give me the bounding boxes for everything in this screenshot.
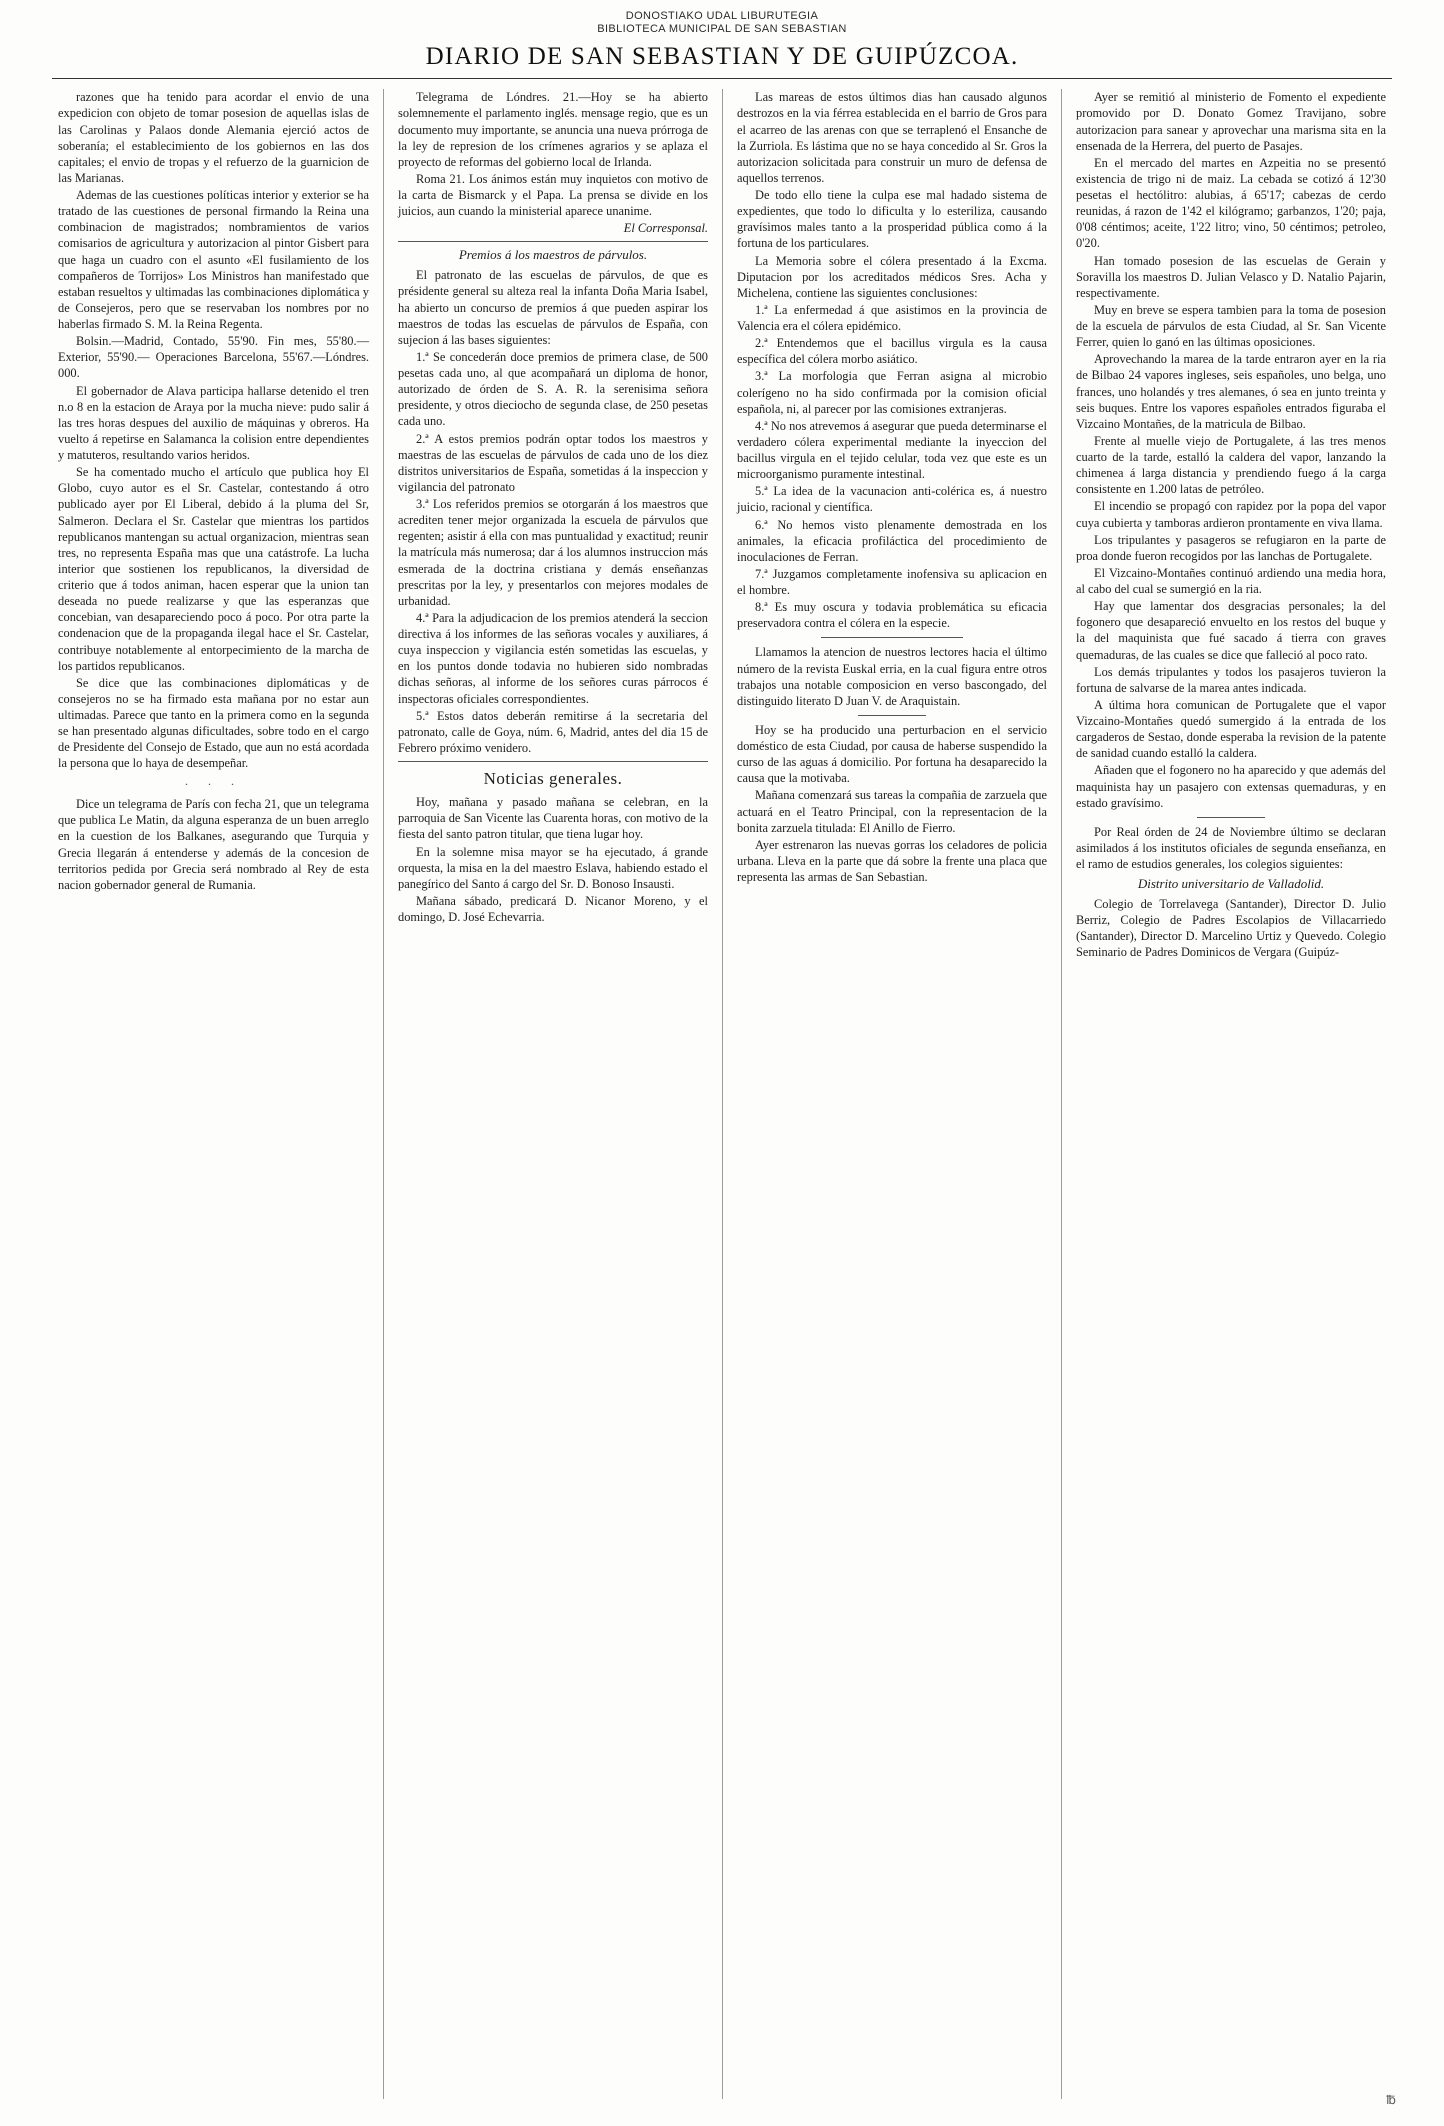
article-paragraph: En la solemne misa mayor se ha ejecutado, á grande orquesta, la misa en la del maestro Eslava, habiendo estado el panegírico del Santo á cargo del Sr. D. Bonoso Insausti. [398,844,708,891]
article-paragraph: 3.ª La morfologia que Ferran asigna al microbio colerígeno no ha sido confirmada por la comision oficial española, ni, al parecer por las comisiones extranjeras. [737,369,1047,416]
library-stamp-line-2: BIBLIOTECA MUNICIPAL DE SAN SEBASTIAN [597,22,847,35]
ornament-dots: · · · [184,776,243,791]
article-paragraph: Han tomado posesion de las escuelas de Gerain y Soravilla los maestros D. Julian Velasco y D. Natalio Pajarin, respectivamente. [1076,253,1386,300]
section-heading: Distrito universitario de Valladolid. [1137,876,1325,892]
section-divider-tiny [1197,817,1265,818]
article-paragraph: Los tripulantes y pasageros se refugiaron en la parte de proa donde fueron recogidos por las lanchas de Portugalete. [1076,532,1386,563]
article-paragraph: Añaden que el fogonero no ha aparecido y que además del maquinista hay un pasajero con extensas quemaduras, y en estado gravísimo. [1076,763,1386,810]
article-paragraph: Frente al muelle viejo de Portugalete, á las tres menos cuarto de la tarde, estalló la caldera del vapor, lanzando la chimenea á larga distancia y prendiendo fuego á la carga consistente en 1.200 latas de petróleo. [1076,433,1386,497]
column-3 [722,89,1061,2099]
article-columns [44,89,1400,2099]
article-paragraph: Ayer estrenaron las nuevas gorras los celadores de policia urbana. Lleva en la parte que dá sobre la frente una placa que representa las armas de San Sebastian. [737,837,1047,885]
section-divider [398,241,708,242]
article-paragraph: Telegrama de Lóndres. 21.—Hoy se ha abierto solemnemente el parlamento inglés. mensage regio, que es un documento muy importante, se anuncia una nueva prórroga de la ley de represion de los crímenes agrarios y se aplaza el proyecto de reformas del gobierno local de Irlanda. [398,90,708,169]
article-paragraph: Las mareas de estos últimos dias han causado algunos destrozos en la via férrea establecida en el barrio de Gros para el acarreo de las arenas con que se terraplenó el Ensanche de la Zurriola. Es lástima que no se haya concedido al Sr. Gros la autorizacion solicitada para construir un muro de defensa de aquellos terrenos. [737,90,1047,185]
article-paragraph: Llamamos la atencion de nuestros lectores hacia el último número de la revista Euskal erria, en la cual figura entre otros trabajos una notable composicion en verso bascongado, del distinguido literato D Juan V. de Araquistain. [737,645,1047,708]
article-paragraph: Por Real órden de 24 de Noviembre último se declaran asimilados á los institutos oficiales de segunda enseñanza, en el ramo de estudios generales, los colegios siguientes: [1076,824,1386,872]
article-paragraph: 8.ª Es muy oscura y todavia problemática su eficacia preservadora contra el cólera en la especie. [737,600,1047,631]
article-paragraph: El incendio se propagó con rapidez por la popa del vapor cuya cubierta y tamboras ardieron prontamente en viva llama. [1076,499,1386,530]
article-paragraph: Colegio de Torrelavega (Santander), Director D. Julio Berriz, Colegio de Padres Escolapios de Villacarriedo (Santander), Director D. Marcelino Urtiz y Quevedo. Colegio Seminario de Padres Dominicos de Vergara (Guipúz- [1076,897,1386,960]
article-paragraph: A última hora comunican de Portugalete que el vapor Vizcaino-Montañes quedó sumergido á la entrada de los cargaderos de Sestao, donde esperaba la revision de la patente de sanidad cuando estalló la caldera. [1076,697,1386,761]
article-paragraph: Hoy se ha producido una perturbacion en el servicio doméstico de esta Ciudad, por causa de haberse suspendido la curso de las aguas á domicilio. Por fortuna ha desaparecido la causa que la motivaba. [737,722,1047,786]
article-paragraph: 6.ª No hemos visto plenamente demostrada en los animales, la eficacia profiláctica del procedimiento de inoculaciones de Ferran. [737,517,1047,564]
section-heading-major: Noticias generales. [483,769,623,789]
article-paragraph: Roma 21. Los ánimos están muy inquietos con motivo de la carta de Bismarck y el Papa. La prensa se divide en los juicios, aun cuando la ministerial aparece unanime. [398,171,708,219]
article-paragraph: 1.ª Se concederán doce premios de primera clase, de 500 pesetas cada uno, al que acompañará un diploma de honor, autorizado de órden de S. A. R. la serenisima señora presidente, y otros dieciocho de segunda clase, de 250 pesetas cada uno. [398,349,708,429]
article-paragraph: Bolsin.—Madrid, Contado, 55'90. Fin mes, 55'80.— Exterior, 55'90.— Operaciones Barcelona, 55'67.—Lóndres. 000. [58,334,369,381]
article-paragraph: 2.ª Entendemos que el bacillus virgula es la causa específica del cólera morbo asiático. [737,336,1047,367]
column-1 [44,89,383,2099]
column-2 [383,89,722,2099]
article-paragraph: El Vizcaino-Montañes continuó ardiendo una media hora, al cabo del cual se sumergió en la ria. [1076,565,1386,597]
article-paragraph: 5.ª La idea de la vacunacion anti-colérica es, á nuestro juicio, racional y científica. [737,484,1047,515]
library-stamp-line-1: DONOSTIAKO UDAL LIBURUTEGIA [625,10,819,22]
section-divider-tiny [858,715,926,716]
article-paragraph: El gobernador de Alava participa hallarse detenido el tren n.o 8 en la estacion de Araya por la mucha nieve: pudo salir á las tres horas despues del auxilio de máquinas y obreros. Ha vuelto á repetirse en Salamanca la colision entre dependientes y matuteros, resultando varios heridos. [58,383,369,463]
article-paragraph: razones que ha tenido para acordar el envio de una expedicion con objeto de tomar posesion de aquellas islas de las Carolinas y Palaos donde Alemania ejerció actos de soberanía; el establecimiento de los gobiernos en las dos capitales; el envio de tropas y el refuerzo de la guarnicion de las Marianas. [58,90,369,185]
article-paragraph: Se ha comentado mucho el artículo que publica hoy El Globo, cuyo autor es el Sr. Castelar, contestando á otro publicado ayer por El Liberal, debido á la pluma del Sr, Salmeron. Declara el Sr. Castelar que mientras los partidos republicanos mantengan su actual organizacion, mientras sean tres, no representa España mas que una catástrofe. La lucha interior que sostienen los republicanos, la diversidad de criterio que á todos animan, hacen esperar que la union tan deseada no puede realizarse y que las esperanzas que concebian, van desapareciendo poco á poco. Por otra parte la condenacion que de la propaganda ilegal hace el Sr. Castelar, contribuye notablemente al entorpecimiento de la marcha de los partidos republicanos. [58,465,369,673]
section-divider [398,761,708,762]
section-divider-short [821,637,964,638]
article-paragraph: La Memoria sobre el cólera presentado á la Excma. Diputacion por los acreditados médicos Sres. Acha y Michelena, contiene las siguientes conclusiones: [737,253,1047,300]
article-paragraph: Mañana comenzará sus tareas la compañia de zarzuela que actuará en el Teatro Principal, con la representacion de la bonita zarzuela titulada: El Anillo de Fierro. [737,788,1047,835]
article-paragraph: Dice un telegrama de París con fecha 21, que un telegrama que publica Le Matin, da alguna esperanza de un buen arreglo en la cuestion de los Balkanes, asegurando que Turquia y Grecia llegarán á entenderse y además de la concesion de territorios pedida por Grecia será nombrado al Rey de esta nacion gobernador general de Rumania. [58,797,369,892]
article-paragraph: Mañana sábado, predicará D. Nicanor Moreno, y el domingo, D. José Echevarria. [398,893,708,925]
article-paragraph: 2.ª A estos premios podrán optar todos los maestros y maestras de las escuelas de párvulos de cada uno de los diez distritos universitarios de España, sometidas á la inspeccion y vigilancia del patronato [398,431,708,494]
article-paragraph: 3.ª Los referidos premios se otorgarán á los maestros que acrediten tener mejor organizada la escuela de párvulos que regenten; asistir á ella con mas puntualidad y exactitud; reunir la matrícula más numerosa; dar á los alumnos instruccion más esmerada de la doctrina cristiana y demás enseñanzas prescritas por la ley, y presentarlos con mejores modales de urbanidad. [398,497,708,608]
article-paragraph: Aprovechando la marea de la tarde entraron ayer en la ria de Bilbao 24 vapores ingleses, seis españoles, uno belga, uno frances, uno holandés y tres alemanes, ó sea en junto treinta y seis buques. Entre los vapores españoles entrados figuraba el Vizcaino Montañes, de la matricula de Bilbao. [1076,352,1386,431]
section-heading: Premios á los maestros de párvulos. [458,247,648,263]
article-paragraph: El patronato de las escuelas de párvulos, de que es présidente general su alteza real la infanta Doña Maria Isabel, ha abierto un concurso de premios á que pueden aspirar los maestros de todas las escuelas de párvulos de España, con sujecion á las bases siguientes: [398,268,708,347]
masthead [0,0,1444,79]
article-paragraph: 7.ª Juzgamos completamente inofensiva su aplicacion en el hombre. [737,566,1047,598]
article-paragraph: En el mercado del martes en Azpeitia no se presentó existencia de trigo ni de maiz. La cebada se cotizó á 12'30 pesetas el hectólitro: alubias, á 65'17; cabezas de cerdo reunidas, á razon de 1'42 el kilógramo; garbanzos, 1'20; paja, 0'08 céntimos; aceite, 1'22 litro; vino, 50 céntimos; petroleo, 0'20. [1076,155,1386,251]
article-paragraph: Ayer se remitió al ministerio de Fomento el expediente promovido por D. Donato Gomez Travijano, sobre autorizacion para sanear y aprovechar una marisma sita en la ensenada de la Herrera, del puerto de Pasajes. [1076,90,1386,153]
masthead-rule [52,78,1392,79]
article-paragraph: 5.ª Estos datos deberán remitirse á la secretaria del patronato, calle de Goya, núm. 6, Madrid, antes del dia 15 de Febrero próximo venidero. [398,708,708,755]
article-paragraph: De todo ello tiene la culpa ese mal hadado sistema de expedientes, que todo lo dificulta y lo esteriliza, causando gravísimos males tanto a la prosperidad pública como á la fortuna de los particulares. [737,188,1047,251]
article-paragraph: 1.ª La enfermedad á que asistimos en la provincia de Valencia era el cólera epidémico. [737,302,1047,334]
article-paragraph: Los demás tripulantes y todos los pasajeros tuvieron la fortuna de salvarse de la marea antes indicada. [1076,664,1386,695]
column-4 [1061,89,1400,2099]
article-paragraph: Se dice que las combinaciones diplomáticas y de consejeros no se ha firmado esta mañana por no estar aun ultimadas. Parece que tanto en la primera como en la segunda se han presentado algunas dificultades, sobre todo en el cargo de Presidente del Consejo de Estado, que aun no está acordada la persona que lo haya de desempeñar. [58,675,369,771]
article-paragraph: Hoy, mañana y pasado mañana se celebran, en la parroquia de San Vicente las Cuarenta horas, con motivo de la fiesta del santo patron titular, que tiena lugar hoy. [398,795,708,842]
page-corner-mark: ℔ [1386,2093,1396,2107]
correspondent-signature: El Corresponsal. [623,221,708,236]
article-paragraph: 4.ª No nos atrevemos á asegurar que pueda determinarse el verdadero cólera experimental mediante la inyeccion del bacillus virgula en el tejido celular, toda vez que este es un microorganismo puramente intestinal. [737,418,1047,482]
article-paragraph: Muy en breve se espera tambien para la toma de posesion de la escuela de párvulos de esta Ciudad, al Sr. San Vicente Ferrer, quien lo ganó en las últimas oposiciones. [1076,302,1386,350]
article-paragraph: Hay que lamentar dos desgracias personales; la del fogonero que desapareció envuelto en los restos del buque y la del maquinista que fué sacado á tierra con graves quemaduras, de las cuales se dice que falleció al poco rato. [1076,599,1386,662]
newspaper-title: DIARIO DE SAN SEBASTIAN Y DE GUIPÚZCOA. [425,43,1019,71]
article-paragraph: Ademas de las cuestiones políticas interior y exterior se ha tratado de las cuestiones de personal firmando la Reina una combinacion de magistrados; nombramientos de varios comisarios de agricultura y autorizacion al pintor Gisbert para que haga un cuadro con el asunto «El fusilamiento de los compañeros de Torrijos» Los Ministros han manifestado que estaban resueltos y ultimadas las combinaciones diplomática y de Consejeros, pero que se reservaban los nombres por no haberlas firmado S. M. la Reina Regenta. [58,188,369,332]
article-paragraph: 4.ª Para la adjudicacion de los premios atenderá la seccion directiva á los informes de las señoras vocales y auxiliares, á cuya inspeccion y vigilancia estén sometidas las escuelas, y en los puntos donde todavia no hubieren sido nombradas dichas señoras, al informe de los señores curas párrocos é inspectoras oficiales correspondientes. [398,610,708,706]
